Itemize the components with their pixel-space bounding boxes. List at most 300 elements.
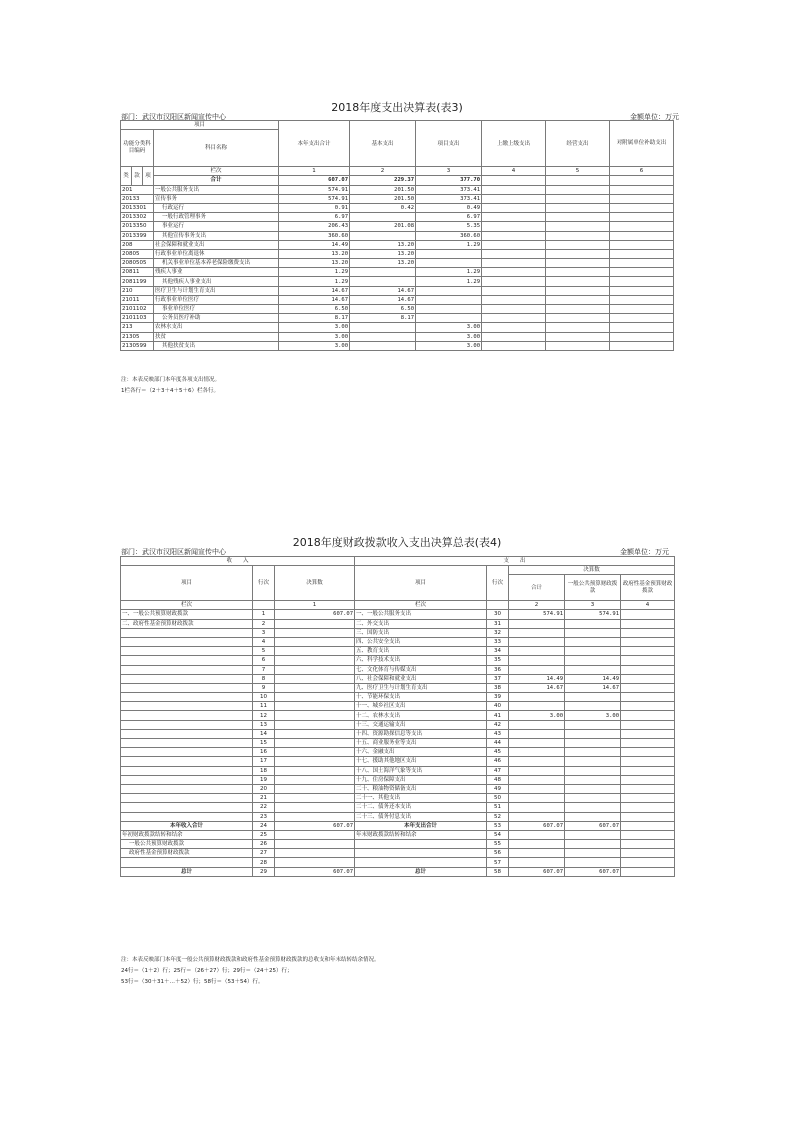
t4-row-expense-item: 十九、住房保障支出	[355, 775, 487, 784]
t3-row-value: 0.49	[416, 203, 482, 212]
t4-row-total	[509, 775, 565, 784]
t4-row-income-item: 一、一般公共预算财政拨款	[121, 610, 253, 619]
table3-row	[121, 203, 674, 212]
t3-row-value: 14.67	[279, 295, 350, 304]
t3-row-empty	[546, 323, 610, 332]
t4-row-general: 14.49	[565, 674, 621, 683]
t3-row-code: 2013301	[121, 203, 154, 212]
t4-row-general	[565, 619, 621, 628]
t4-row-expense-line: 48	[487, 775, 509, 784]
t3-row-value: 3.00	[279, 332, 350, 341]
t4-row-income-item: 政府性基金预算财政拨款	[121, 849, 253, 858]
table4-note1: 注：本表反映部门本年度一般公共预算财政拨款和政府性基金预算财政拨款的总收支和年末结转结余情况。	[121, 957, 380, 963]
table4-row	[121, 840, 675, 849]
table3-row	[121, 231, 674, 240]
t3-row-empty	[610, 203, 674, 212]
t3-col-1: 1	[279, 167, 350, 176]
t3-row-value: 8.17	[279, 314, 350, 323]
t3-row-value: 574.91	[279, 194, 350, 203]
t4-row-expense-item: 十一、城乡社区支出	[355, 702, 487, 711]
table3-row	[121, 286, 674, 295]
t4-row-income-item	[121, 739, 253, 748]
t3-row-empty	[546, 295, 610, 304]
t3-row-empty	[546, 231, 610, 240]
t4-row-general	[565, 720, 621, 729]
t3-row-value	[416, 249, 482, 258]
t4-row-expense-line: 44	[487, 739, 509, 748]
t4-row-income-line: 19	[253, 775, 275, 784]
t3-row-name: 社会保障和就业支出	[154, 240, 279, 249]
t4-row-income-amount	[275, 830, 355, 839]
t4-row-expense-line: 57	[487, 858, 509, 867]
t3-row-empty	[546, 314, 610, 323]
t3-row-empty	[546, 194, 610, 203]
t4-row-expense-item: 十六、金融支出	[355, 748, 487, 757]
t4-row-expense-item: 六、科学技术支出	[355, 656, 487, 665]
t4-row-govfund	[621, 656, 675, 665]
t3-row-empty	[546, 222, 610, 231]
t4-row-income-item	[121, 683, 253, 692]
t4-row-expense-line: 33	[487, 637, 509, 646]
t4-row-total	[509, 784, 565, 793]
t3-header-submit: 上缴上级支出	[482, 121, 546, 167]
t4-row-income-item	[121, 775, 253, 784]
t3-row-name: 其他宣传事务支出	[154, 231, 279, 240]
t4-row-income-item	[121, 647, 253, 656]
t3-row-value: 13.20	[279, 259, 350, 268]
t3-row-value: 206.43	[279, 222, 350, 231]
t3-row-value	[350, 277, 416, 286]
t4-row-income-line: 28	[253, 858, 275, 867]
t3-row-value: 0.42	[350, 203, 416, 212]
t4-row-expense-item	[355, 858, 487, 867]
t4-row-income-item	[121, 720, 253, 729]
t4-row-income-amount: 607.07	[275, 867, 355, 876]
t3-row-empty	[610, 314, 674, 323]
t3-row-code: 2013399	[121, 231, 154, 240]
t4-row-expense-line: 47	[487, 766, 509, 775]
t4-row-income-item	[121, 711, 253, 720]
t4-header-general: 一般公共预算财政拨款	[565, 575, 621, 601]
table3-row	[121, 305, 674, 314]
t4-row-income-item: 本年收入合计	[121, 821, 253, 830]
t4-row-income-amount	[275, 748, 355, 757]
t4-row-income-amount	[275, 729, 355, 738]
table3-note2: 1栏各行＝（2＋3＋4＋5＋6）栏各行。	[121, 388, 219, 394]
table3-title: 2018年度支出决算表(表3)	[331, 101, 463, 114]
t3-row-value	[350, 231, 416, 240]
t4-row-income-amount	[275, 812, 355, 821]
t4-row-income-amount	[275, 683, 355, 692]
table4-row	[121, 849, 675, 858]
t4-row-income-item: 一般公共预算财政拨款	[121, 840, 253, 849]
table4-row	[121, 674, 675, 683]
t4-row-income-line: 2	[253, 619, 275, 628]
t4-row-general	[565, 830, 621, 839]
t4-row-expense-item: 二十三、债务付息支出	[355, 812, 487, 821]
t3-row-name: 行政事业单位医疗	[154, 295, 279, 304]
table3-row	[121, 332, 674, 341]
t4-row-total	[509, 840, 565, 849]
t4-row-govfund	[621, 830, 675, 839]
t3-row-value: 201.50	[350, 185, 416, 194]
t4-row-general	[565, 702, 621, 711]
t3-row-empty	[482, 341, 546, 350]
t4-row-total	[509, 637, 565, 646]
t4-row-income-item	[121, 748, 253, 757]
t3-row-value: 1.29	[416, 277, 482, 286]
t4-col-4: 4	[621, 601, 675, 610]
t4-row-expense-item: 总计	[355, 867, 487, 876]
table4-row	[121, 702, 675, 711]
t4-row-expense-line: 34	[487, 647, 509, 656]
table4-row	[121, 610, 675, 619]
t3-header-project: 项目支出	[416, 121, 482, 167]
t4-row-income-item	[121, 784, 253, 793]
table4-row	[121, 766, 675, 775]
t4-row-total: 574.91	[509, 610, 565, 619]
table4-row	[121, 812, 675, 821]
t4-row-income-amount	[275, 720, 355, 729]
t4-row-expense-item: 十三、交通运输支出	[355, 720, 487, 729]
t3-row-value: 1.29	[279, 277, 350, 286]
t3-row-code: 21011	[121, 295, 154, 304]
t4-header-income: 收 入	[121, 557, 355, 566]
t3-row-empty	[482, 277, 546, 286]
t4-row-income-amount	[275, 803, 355, 812]
t3-row-empty	[482, 213, 546, 222]
t3-row-name: 行政事业单位离退休	[154, 249, 279, 258]
t4-row-general	[565, 849, 621, 858]
t3-header-business: 经营支出	[546, 121, 610, 167]
t3-row-value: 3.00	[279, 341, 350, 350]
t4-row-expense-line: 31	[487, 619, 509, 628]
t4-row-general	[565, 637, 621, 646]
t3-row-empty	[610, 194, 674, 203]
table4-row	[121, 693, 675, 702]
table3-note1: 注：本表反映部门本年度各项支出情况。	[121, 377, 221, 383]
table4-note3: 53行＝（30＋31＋…＋52）行；58行＝（53＋54）行。	[121, 979, 264, 985]
t3-row-value: 13.20	[350, 240, 416, 249]
t3-row-empty	[482, 305, 546, 314]
t4-row-general	[565, 748, 621, 757]
t4-row-total: 14.67	[509, 683, 565, 692]
t3-row-empty	[610, 259, 674, 268]
t4-col-label-out: 栏次	[355, 601, 487, 610]
t4-row-expense-item: 十、节能环保支出	[355, 693, 487, 702]
table4-row	[121, 729, 675, 738]
t4-row-income-amount	[275, 647, 355, 656]
t4-row-income-amount	[275, 628, 355, 637]
t4-row-general	[565, 775, 621, 784]
t4-row-expense-item: 三、国防支出	[355, 628, 487, 637]
t4-row-govfund	[621, 867, 675, 876]
t4-col-3: 3	[565, 601, 621, 610]
t3-row-empty	[546, 213, 610, 222]
t4-row-expense-item: 四、公共安全支出	[355, 637, 487, 646]
t4-row-general	[565, 729, 621, 738]
t3-row-code: 2101103	[121, 314, 154, 323]
t3-row-value	[350, 323, 416, 332]
t3-row-value	[350, 213, 416, 222]
t3-row-value: 13.20	[279, 249, 350, 258]
table3-row	[121, 213, 674, 222]
t3-row-empty	[482, 314, 546, 323]
t3-row-value: 201.08	[350, 222, 416, 231]
t4-row-general: 574.91	[565, 610, 621, 619]
t4-row-expense-item: 二十一、其他支出	[355, 794, 487, 803]
t4-row-income-amount	[275, 784, 355, 793]
t4-header-amount-in: 决算数	[275, 566, 355, 601]
t3-row-value: 574.91	[279, 185, 350, 194]
t3-row-value: 1.29	[416, 268, 482, 277]
t4-row-govfund	[621, 803, 675, 812]
t4-row-income-amount	[275, 775, 355, 784]
t3-row-value	[350, 332, 416, 341]
t3-row-name: 公务员医疗补助	[154, 314, 279, 323]
t4-row-general	[565, 784, 621, 793]
t4-row-govfund	[621, 858, 675, 867]
t3-row-name: 行政运行	[154, 203, 279, 212]
t4-row-income-line: 3	[253, 628, 275, 637]
t4-row-expense-line: 43	[487, 729, 509, 738]
t3-row-empty	[610, 323, 674, 332]
t3-row-code: 20133	[121, 194, 154, 203]
table4-row	[121, 803, 675, 812]
t4-row-govfund	[621, 794, 675, 803]
table4-row	[121, 683, 675, 692]
t3-row-value: 8.17	[350, 314, 416, 323]
t3-row-value: 13.20	[350, 259, 416, 268]
t3-row-value	[416, 305, 482, 314]
t3-row-value: 1.29	[279, 268, 350, 277]
t3-row-value: 360.60	[279, 231, 350, 240]
table4-row	[121, 757, 675, 766]
t3-row-value: 360.60	[416, 231, 482, 240]
t3-row-code: 21305	[121, 332, 154, 341]
t3-row-code: 210	[121, 286, 154, 295]
t3-row-empty	[546, 286, 610, 295]
table3-row	[121, 268, 674, 277]
t3-row-empty	[482, 203, 546, 212]
t3-row-code: 2013350	[121, 222, 154, 231]
t3-row-code: 2081199	[121, 277, 154, 286]
t4-header-item-out: 项目	[355, 566, 487, 601]
t4-row-total	[509, 619, 565, 628]
t4-row-govfund	[621, 619, 675, 628]
t4-row-general	[565, 803, 621, 812]
t4-row-general	[565, 628, 621, 637]
t3-row-value	[350, 268, 416, 277]
t4-row-income-line: 4	[253, 637, 275, 646]
t4-header-expense: 支 出	[355, 557, 675, 566]
table4-row	[121, 830, 675, 839]
t4-row-general	[565, 794, 621, 803]
t4-row-income-item	[121, 858, 253, 867]
t4-row-total	[509, 720, 565, 729]
t3-sum-total: 607.07	[279, 176, 350, 185]
t4-row-income-line: 27	[253, 849, 275, 858]
t3-row-empty	[610, 222, 674, 231]
t3-header-total: 本年支出合计	[279, 121, 350, 167]
t4-row-total	[509, 656, 565, 665]
t3-header-item: 项目	[121, 121, 279, 130]
t4-row-expense-item	[355, 840, 487, 849]
t4-row-income-item	[121, 665, 253, 674]
t4-row-expense-line: 39	[487, 693, 509, 702]
t3-row-name: 事业运行	[154, 222, 279, 231]
t4-row-total	[509, 748, 565, 757]
t4-row-income-line: 12	[253, 711, 275, 720]
t3-row-value: 6.97	[279, 213, 350, 222]
t3-row-empty	[610, 240, 674, 249]
t4-row-expense-line: 58	[487, 867, 509, 876]
t4-row-income-amount	[275, 693, 355, 702]
table3-row	[121, 314, 674, 323]
t4-row-govfund	[621, 665, 675, 674]
t3-sum-basic: 229.37	[350, 176, 416, 185]
t4-row-income-amount	[275, 840, 355, 849]
t3-sum-project: 377.70	[416, 176, 482, 185]
t3-row-code: 2080505	[121, 259, 154, 268]
t4-row-general	[565, 766, 621, 775]
t3-row-empty	[546, 341, 610, 350]
t3-row-empty	[610, 295, 674, 304]
t3-row-name: 扶贫	[154, 332, 279, 341]
table3-row	[121, 249, 674, 258]
t4-row-general	[565, 693, 621, 702]
t4-row-income-line: 29	[253, 867, 275, 876]
t4-row-income-line: 21	[253, 794, 275, 803]
t3-row-empty	[610, 185, 674, 194]
t4-row-income-amount	[275, 619, 355, 628]
t4-col-label-in: 栏次	[121, 601, 253, 610]
t4-row-income-item: 二、政府性基金预算财政拨款	[121, 619, 253, 628]
t4-row-total: 14.49	[509, 674, 565, 683]
t3-row-value	[416, 259, 482, 268]
t3-header-name: 科目名称	[154, 130, 279, 167]
t4-row-income-amount	[275, 739, 355, 748]
t4-row-govfund	[621, 674, 675, 683]
t4-row-expense-item: 十二、农林水支出	[355, 711, 487, 720]
t3-row-value	[416, 314, 482, 323]
t4-row-total	[509, 794, 565, 803]
t4-row-total: 607.07	[509, 867, 565, 876]
t4-row-expense-line: 35	[487, 656, 509, 665]
t4-row-income-line: 20	[253, 784, 275, 793]
t3-row-code: 2013302	[121, 213, 154, 222]
t4-row-govfund	[621, 812, 675, 821]
t4-row-income-item	[121, 729, 253, 738]
t4-row-govfund	[621, 711, 675, 720]
table4-row	[121, 794, 675, 803]
table3-row	[121, 295, 674, 304]
table4-row	[121, 628, 675, 637]
t4-row-expense-line: 54	[487, 830, 509, 839]
table3-row	[121, 222, 674, 231]
t3-row-value: 14.67	[279, 286, 350, 295]
t4-row-govfund	[621, 748, 675, 757]
t4-row-govfund	[621, 729, 675, 738]
t4-row-expense-line: 53	[487, 821, 509, 830]
t3-row-name: 其他残疾人事业支出	[154, 277, 279, 286]
t4-row-total	[509, 702, 565, 711]
t3-row-empty	[610, 213, 674, 222]
t3-row-empty	[482, 268, 546, 277]
table4-row	[121, 665, 675, 674]
t4-row-total	[509, 803, 565, 812]
t3-row-value: 5.35	[416, 222, 482, 231]
t4-row-income-line: 17	[253, 757, 275, 766]
t4-row-expense-item: 年末财政拨款结转和结余	[355, 830, 487, 839]
t4-row-income-line: 22	[253, 803, 275, 812]
table4-row	[121, 637, 675, 646]
t4-row-income-amount	[275, 849, 355, 858]
t3-col-2: 2	[350, 167, 416, 176]
t4-row-income-line: 26	[253, 840, 275, 849]
table4-unit: 金额单位：万元	[620, 548, 669, 556]
table4-row	[121, 619, 675, 628]
t4-row-income-line: 11	[253, 702, 275, 711]
t4-row-income-line: 7	[253, 665, 275, 674]
t3-row-empty	[482, 323, 546, 332]
table4-row	[121, 867, 675, 876]
t3-row-empty	[610, 332, 674, 341]
t3-row-code: 201	[121, 185, 154, 194]
t3-row-empty	[546, 249, 610, 258]
t4-row-general	[565, 656, 621, 665]
t4-row-income-amount	[275, 702, 355, 711]
t4-row-income-item	[121, 794, 253, 803]
t3-row-name: 农林水支出	[154, 323, 279, 332]
t4-row-expense-line: 40	[487, 702, 509, 711]
t3-row-empty	[546, 305, 610, 314]
t4-row-general: 607.07	[565, 821, 621, 830]
t4-row-general	[565, 647, 621, 656]
t3-header-lei: 类	[121, 167, 132, 185]
t4-row-general	[565, 812, 621, 821]
table3-dept: 部门：武汉市汉阳区新闻宣传中心	[121, 113, 226, 121]
t3-col-5: 5	[546, 167, 610, 176]
t3-col-6: 6	[610, 167, 674, 176]
t3-row-name: 一般公共服务支出	[154, 185, 279, 194]
t3-sum-label: 合计	[154, 176, 279, 185]
t4-row-expense-line: 42	[487, 720, 509, 729]
t4-row-expense-item	[355, 849, 487, 858]
t3-header-basic: 基本支出	[350, 121, 416, 167]
table3-row	[121, 194, 674, 203]
t3-header-xiang: 项	[143, 167, 154, 185]
t4-row-expense-line: 30	[487, 610, 509, 619]
t4-row-govfund	[621, 766, 675, 775]
table4-row	[121, 748, 675, 757]
t4-row-income-line: 14	[253, 729, 275, 738]
t3-row-value: 3.00	[279, 323, 350, 332]
table4-row	[121, 821, 675, 830]
t4-row-income-amount	[275, 656, 355, 665]
t3-row-empty	[610, 277, 674, 286]
t4-row-total	[509, 858, 565, 867]
t3-row-value: 3.00	[416, 332, 482, 341]
t4-row-income-item	[121, 803, 253, 812]
t3-row-empty	[546, 185, 610, 194]
t4-row-expense-item: 十七、援助其他地区支出	[355, 757, 487, 766]
t4-row-income-amount	[275, 674, 355, 683]
t4-row-general	[565, 665, 621, 674]
t4-row-expense-line: 46	[487, 757, 509, 766]
t3-row-value: 201.50	[350, 194, 416, 203]
t4-row-expense-line: 45	[487, 748, 509, 757]
